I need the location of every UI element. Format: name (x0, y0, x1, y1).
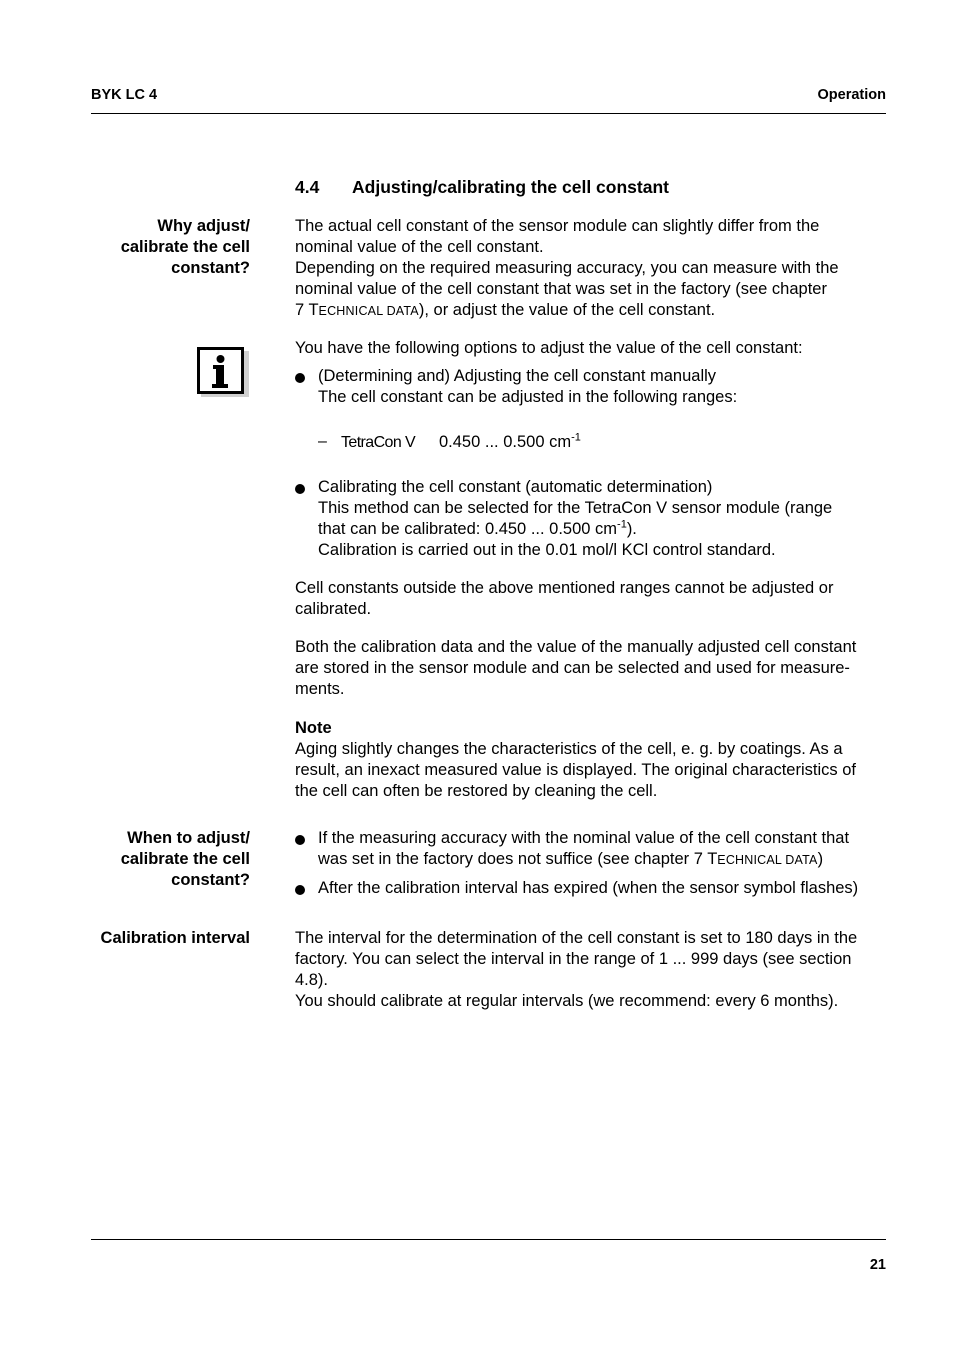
header-doc-title: BYK LC 4 (91, 87, 158, 103)
bullet-dot (295, 373, 305, 383)
chapter-reference: 7 TECHNICAL DATA), or adjust the value of the cell constant. (295, 301, 716, 319)
header-chapter: Operation (817, 87, 886, 103)
range-dash: – (318, 433, 327, 450)
why-paragraph: The actual cell constant of the sensor module can slightly differ from the nominal value of the cell constant. Depending on the required measuring accuracy, you can measure with the nominal value of the cell constant that was set in the factory (see chapter 7 TECHNICAL DATA), or adjust the value of the cell constant. (295, 216, 890, 322)
side-label-interval: Calibration interval (100, 929, 250, 947)
footer-rule (91, 1239, 886, 1240)
interval-paragraph: The interval for the determination of the cell constant is set to 180 days in the factory. You can select the interval in the range of 1 ... 999 days (see section 4.8). You should calibrate at regular intervals (we recommend: every 6 months). (295, 929, 858, 1010)
bullet-dot (295, 484, 305, 494)
note-title: Note (295, 719, 332, 737)
chapter-reference: was set in the factory does not suffice (see chapter 7 TECHNICAL DATA) (318, 850, 824, 868)
side-label-why: Why adjust/ calibrate the cell constant? (120, 217, 250, 277)
section-title: Adjusting/calibrating the cell constant (352, 177, 669, 197)
range-value: 0.450 ... 0.500 $cm^{-1}$ (439, 431, 581, 451)
bullet-dot (295, 885, 305, 895)
range-sensor: TetraCon V (341, 434, 416, 451)
bullet-dot (295, 835, 305, 845)
page-number: 21 (869, 1257, 886, 1273)
outside-paragraph: Cell constants outside the above mentioned ranges cannot be adjusted or calibrated. (295, 579, 834, 618)
section-number: 4.4 (295, 177, 320, 197)
note-block: Note Aging slightly changes the characteristics of the cell, e. g. by coatings. As a result, an inexact measured value is displayed. The original characteristics of the cell can often be restored by cleaning the cell. (295, 718, 890, 802)
info-icon (197, 347, 251, 397)
side-label-when: When to adjust/ calibrate the cell constant? (120, 829, 250, 889)
header-rule (91, 113, 886, 114)
options-intro: You have the following options to adjust the value of the cell constant: (295, 339, 803, 357)
storage-paragraph: Both the calibration data and the value of the manually adjusted cell constant are stored in the sensor module and can be selected and used for measure- ments. (295, 638, 857, 698)
